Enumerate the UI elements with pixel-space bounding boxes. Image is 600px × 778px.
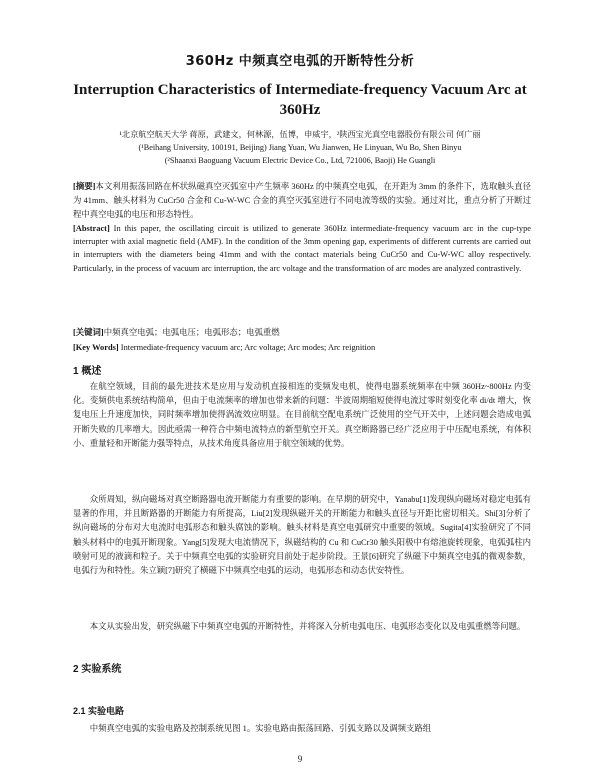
keywords-cn-label: [关键词]: [73, 328, 104, 337]
section-2-heading: 2 实验系统: [73, 664, 122, 675]
section-1-paragraph-1: 在航空领域，目前的最先进技术是应用与发动机直接相连的变频发电机，使得电器系统频率在中频 360Hz~800Hz 内变化。变频供电系统结构简单，但由于电流频率的增加也带来新的问题：半波周期缩短使得电流过零时刻变化率 di/dt 增大，恢复电压上升速度加快，同时频率增加使得涡流效应明显。在目前航空配电系统广泛使用的空气开关中，上述问题会造成电弧开断失败的几率增大。因此亟需一种符合中频电流特点的新型航空开关。真空断路器已经广泛应用于中压配电系统，有体积小、重量轻和开断能力强等特点，从技术角度具备应用于航空领域的优势。: [73, 382, 531, 448]
title-chinese: 360Hz 中频真空电弧的开断特性分析: [185, 54, 415, 69]
page-number: 9: [297, 754, 303, 764]
section-1-paragraph-2: 众所周知，纵向磁场对真空断路器电流开断能力有重要的影响。在早期的研究中，Yanabu[1]发现纵向磁场对稳定电弧有显著的作用，并且断路器的开断能力有所提高，Liu[2]发现纵磁开关的开断能力和触头直径与开距比密切相关。Shi[3]分析了纵向磁场的分布对大电流时电弧形态和触头腐蚀的影响。触头材料是真空电弧研究中重要的领域。Sugita[4]实验研究了不同触头材料中的电弧开断现象。Yang[5]发现大电流情况下，纵磁结构的 Cu 和 CuCr30 触头阳极中有熔池旋转现象，电弧弧柱内喷射可见的液滴和粒子。关于中频真空电弧的实验研究目前处于起步阶段。王景[6]研究了纵磁下中频真空电弧的微观参数，电弧行为和特性。朱立颖[7]研究了横磁下中频真空电弧的运动，电弧形态和动态伏安特性。: [73, 495, 531, 576]
abstract-cn-label: [摘要]: [73, 182, 96, 191]
section-1-paragraph-3: 本文从实验出发，研究纵磁下中频真空电弧的开断特性，并将深入分析电弧电压、电弧形态变化以及电弧重燃等问题。: [89, 622, 526, 631]
keywords-cn-text: 中频真空电弧；电弧电压；电弧形态；电弧重燃: [103, 328, 280, 337]
keywords-en-text: Intermediate-frequency vacuum arc; Arc voltage; Arc modes; Arc reignition: [120, 343, 376, 352]
abstract-english: [73, 222, 531, 275]
keywords-en-label: [Key Words]: [73, 343, 119, 352]
author-block: [60, 128, 540, 167]
keywords-chinese: [73, 326, 531, 340]
abstract-cn-text: 本文利用振荡回路在杯状纵磁真空灭弧室中产生频率 360Hz 的中频真空电弧，在开距为 3mm 的条件下，选取触头直径为 41mm、触头材料为 CuCr50 合金和 Cu-W-WC 合金的真空灭弧室进行不同电流等级的实验。通过对比，重点分析了开断过程中真空电弧的电压和形态特性。: [73, 182, 532, 219]
authors-chinese: ¹北京航空航天大学 蒋原，武建文，何林源，伍博，申威宇，²陕西宝光真空电器股份有限公司 何广丽: [119, 130, 481, 139]
section-2-1-heading: 2.1 实验电路: [73, 706, 125, 716]
abstract-chinese: [73, 180, 531, 222]
section-1-heading: 1 概述: [73, 366, 102, 377]
title-english: Interruption Characteristics of Intermediate-frequency Vacuum Arc at 360Hz: [73, 82, 527, 118]
keywords-english: [73, 341, 531, 355]
abstract-en-label: [Abstract]: [73, 224, 110, 233]
section-2-1-paragraph: 中频真空电弧的实验电路及控制系统见图 1。实验电路由振荡回路、引弧支路以及调频支路组: [89, 724, 432, 733]
authors-english-line2: (²Shaanxi Baoguang Vacuum Electric Device Co., Ltd, 721006, Baoji) He Guangli: [164, 156, 436, 165]
authors-english-line1: (¹Beihang University, 100191, Beijing) Jiang Yuan, Wu Jianwen, He Linyuan, Wu Bo, Shen Binyu: [138, 143, 462, 152]
abstract-en-text: In this paper, the oscillating circuit is utilized to generate 360Hz intermediate-frequency vacuum arc in the cup-type interrupter with axial magnetic field (AMF). In the condition of the 3mm opening gap, experiments of different currents are carried out in interrupters with the diameters being 41mm and with the contact materials being CuCr50 and Cu-W-WC alloy respectively. Particularly, in the process of vacuum arc interruption, the arc voltage and the transformation of arc modes are analyzed contrastively.: [73, 224, 532, 273]
